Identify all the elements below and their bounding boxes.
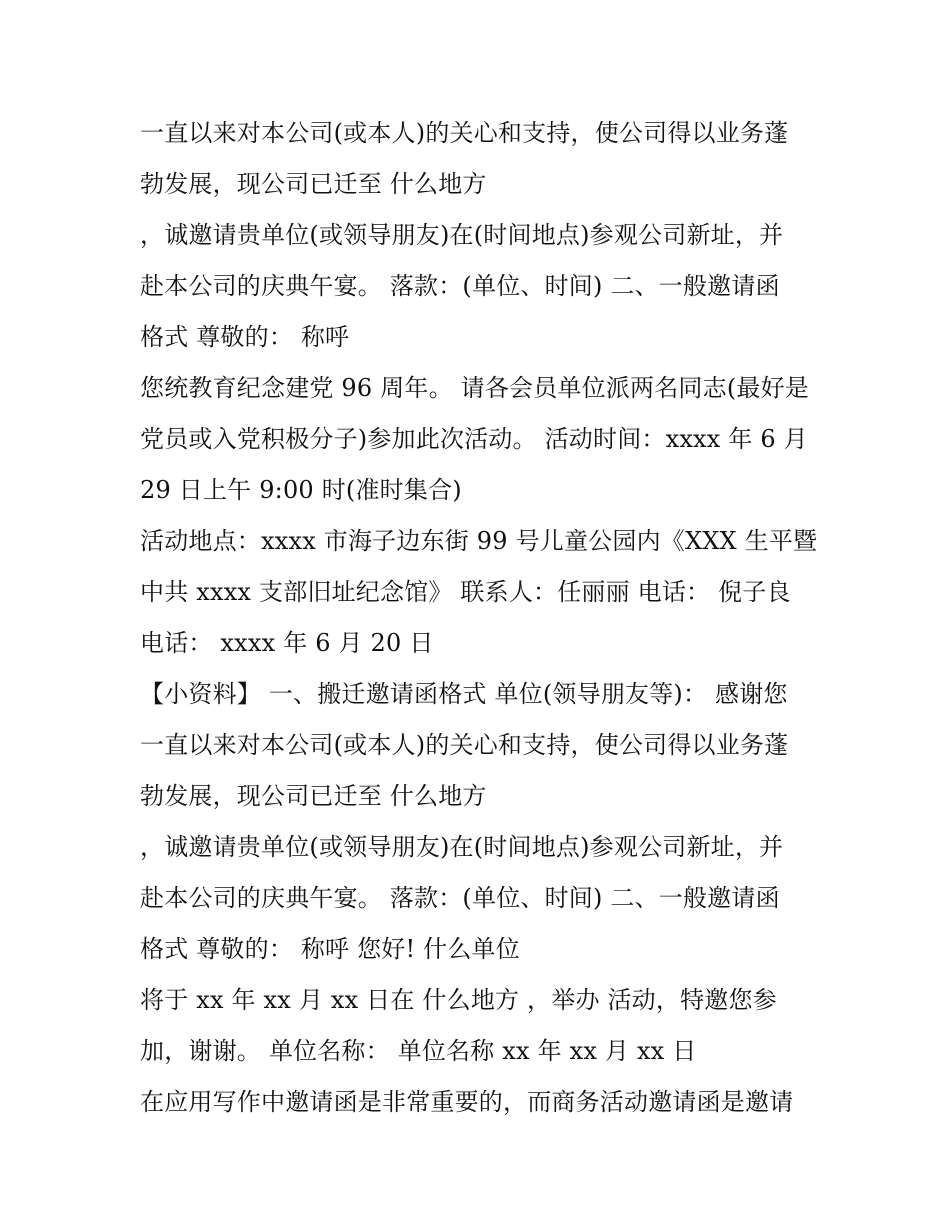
text-line-19: 加，谢谢。 单位名称： 单位名称 xx 年 xx 月 xx 日 [140,1037,697,1065]
text-line-9: 活动地点：xxxx 市海子边东街 99 号儿童公园内《XXX 生平暨 [140,527,818,555]
text-line-4: 赴本公司的庆典午宴。 落款：(单位、时间) 二、一般邀请函 [140,272,780,300]
text-line-6: 您统教育纪念建党 96 周年。 请各会员单位派两名同志(最好是 [140,374,809,402]
text-line-10: 中共 xxxx 支部旧址纪念馆》 联系人：任丽丽 电话： 倪子良 [140,578,791,606]
text-line-5: 格式 尊敬的： 称呼 [140,323,350,351]
text-line-18: 将于 xx 年 xx 月 xx 日在 什么地方 ，举办 活动，特邀您参 [140,986,777,1014]
text-line-8: 29 日上午 9:00 时(准时集合) [140,476,462,504]
text-line-2: 勃发展，现公司已迁至 什么地方 [140,170,487,198]
text-line-13: 一直以来对本公司(或本人)的关心和支持，使公司得以业务蓬 [140,731,789,759]
text-line-7: 党员或入党积极分子)参加此次活动。 活动时间：xxxx 年 6 月 [140,425,808,453]
text-line-15: ，诚邀请贵单位(或领导朋友)在(时间地点)参观公司新址，并 [140,833,784,861]
text-line-20: 在应用写作中邀请函是非常重要的，而商务活动邀请函是邀请 [140,1088,794,1116]
document-body [140,108,830,1128]
text-line-1: 一直以来对本公司(或本人)的关心和支持，使公司得以业务蓬 [140,119,789,147]
text-line-14: 勃发展，现公司已迁至 什么地方 [140,782,487,810]
text-line-17: 格式 尊敬的： 称呼 您好! 什么单位 [140,935,520,963]
text-line-3: ，诚邀请贵单位(或领导朋友)在(时间地点)参观公司新址，并 [140,221,784,249]
text-line-16: 赴本公司的庆典午宴。 落款：(单位、时间) 二、一般邀请函 [140,884,780,912]
text-line-12: 【小资料】 一、搬迁邀请函格式 单位(领导朋友等)： 感谢您 [140,680,788,708]
text-line-11: 电话： xxxx 年 6 月 20 日 [140,629,434,657]
